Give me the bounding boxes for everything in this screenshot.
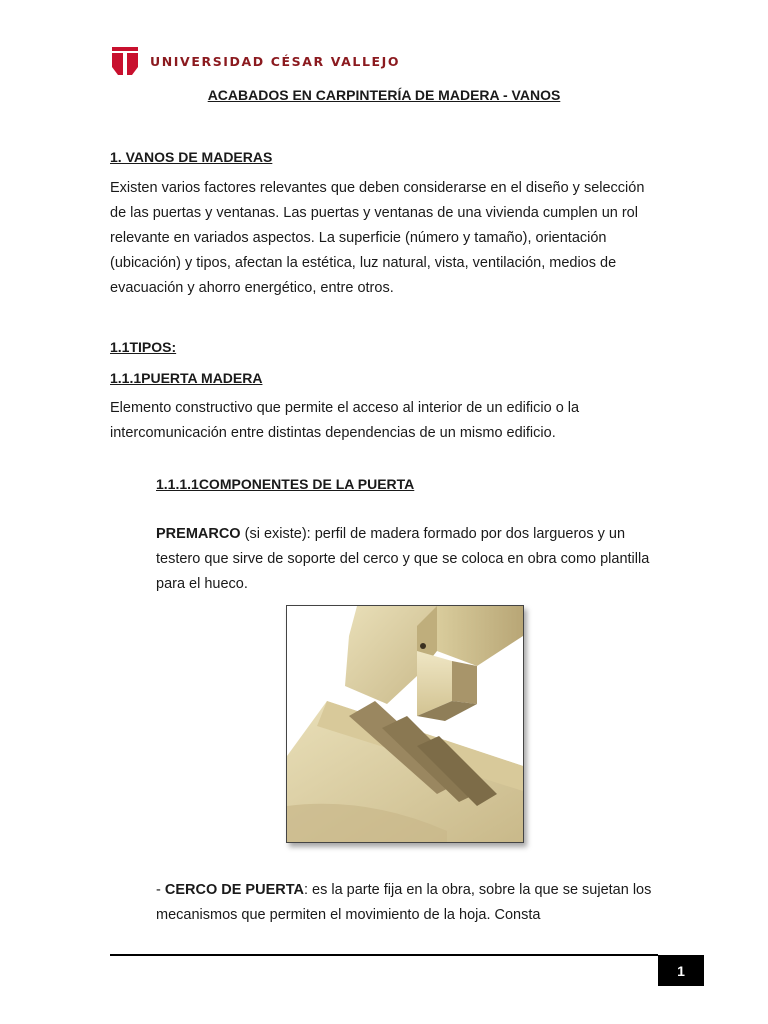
heading-componentes: 1.1.1.1COMPONENTES DE LA PUERTA [156,476,415,492]
premarco-description: (si existe): perfil de madera formado por dos largueros y un testero que sirve de soporte del cerco y que se coloca en obra como plantilla para el hueco. [156,526,650,592]
heading-tipos: 1.1TIPOS: [110,339,177,355]
heading-vanos-de-maderas: 1. VANOS DE MADERAS [110,149,273,165]
paragraph-cerco [156,878,666,928]
document-title: ACABADOS EN CARPINTERÍA DE MADERA - VANOS [207,87,561,103]
footer-divider [110,954,658,956]
mortise-tenon-illustration [287,606,523,842]
wood-joint-photo [286,605,524,843]
paragraph-vanos: Existen varios factores relevantes que deben considerarse en el diseño y selección de las puertas y ventanas. Las puertas y ventanas de una vivienda cumplen un rol relevante en variados aspectos. La superficie (número y tamaño), orientación (ubicación) y tipos, afectan la estética, luz natural, vista, ventilación, medios de evacuación y ahorro energético, entre otros. [110,180,645,296]
cerco-description: : es la parte fija en la obra, sobre la que se sujetan los mecanismos que permiten el movimiento de la hoja. Consta [156,882,652,923]
cerco-prefix: - [156,882,165,898]
term-cerco-de-puerta: CERCO DE PUERTA [164,882,304,898]
page-number: 1 [658,955,704,986]
heading-puerta-madera: 1.1.1PUERTA MADERA [110,370,263,386]
ucv-shield-icon [110,45,140,77]
university-logo [110,44,400,78]
paragraph-premarco [156,522,666,597]
university-name: UNIVERSIDAD CÉSAR VALLEJO [150,53,401,69]
paragraph-puerta-madera: Elemento constructivo que permite el acceso al interior de un edificio o la intercomunicación entre distintas dependencias de un mismo edificio. [110,400,580,441]
term-premarco: PREMARCO [156,526,241,542]
